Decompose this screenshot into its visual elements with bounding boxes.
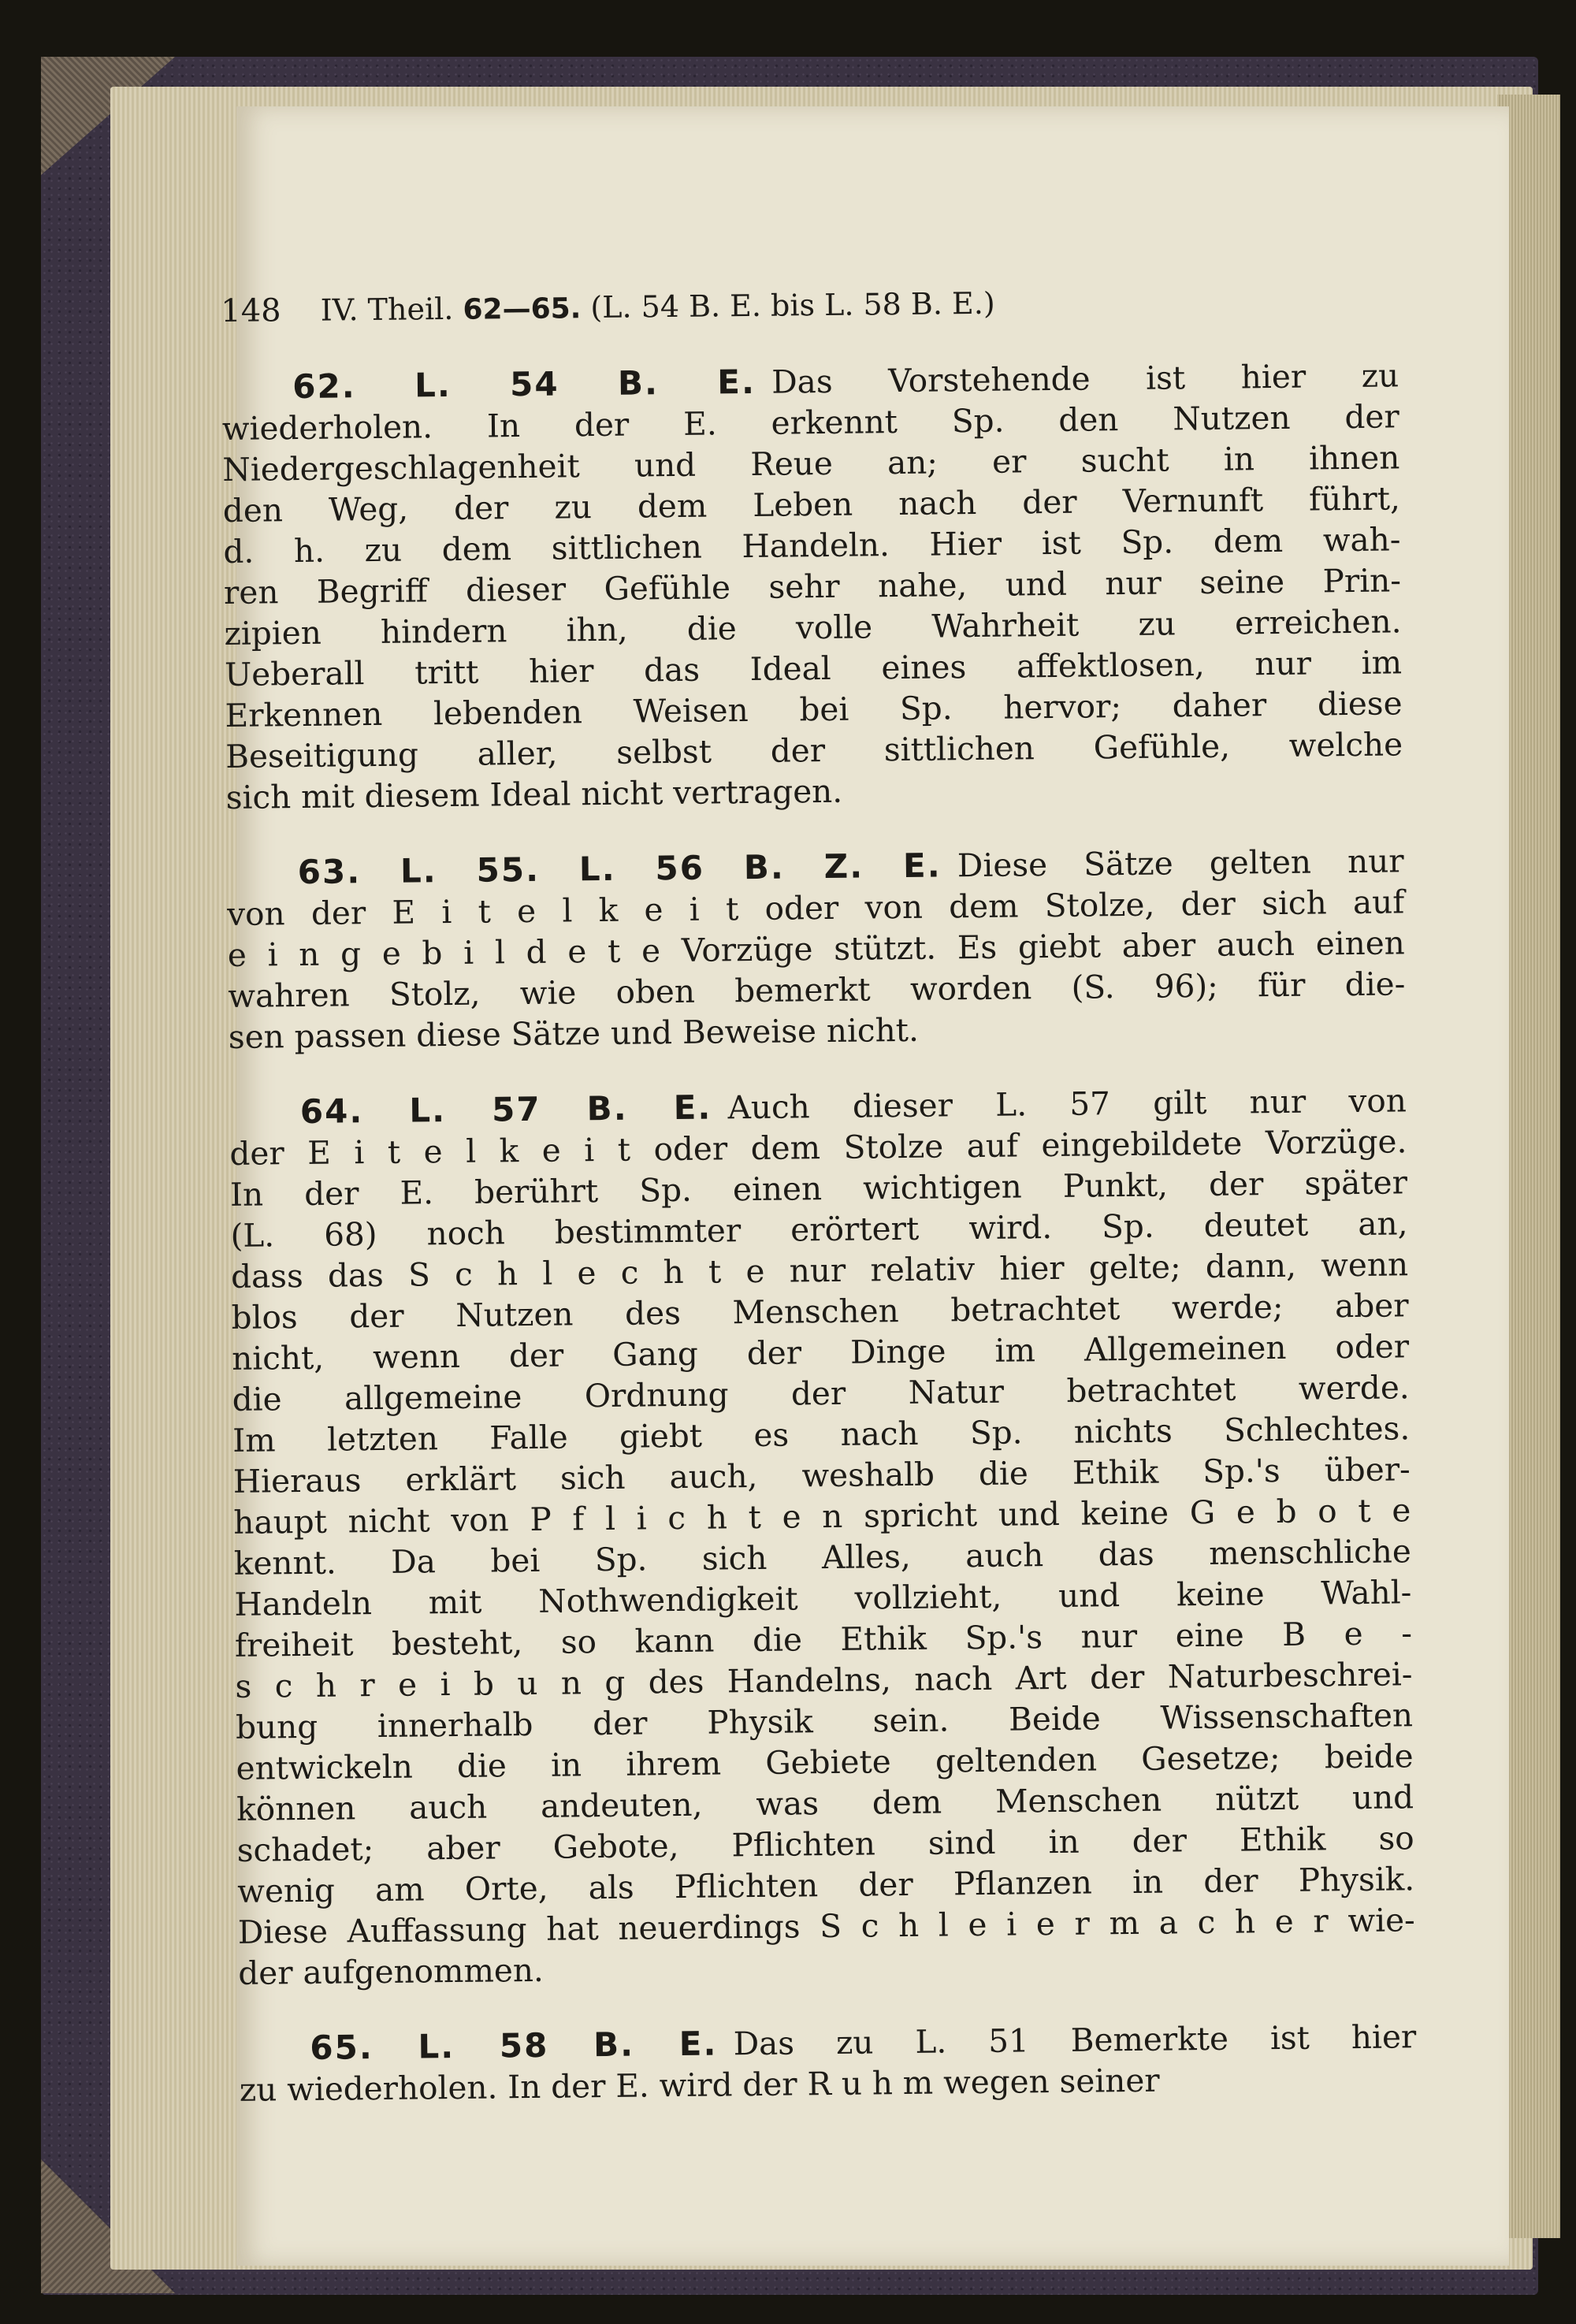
section-paragraph (239, 2016, 1417, 2110)
section-paragraph (221, 355, 1403, 818)
line-text: d. h. zu dem sittlichen Handeln. Hier ist Sp. dem wah- (223, 520, 1401, 571)
line-text: (L. 68) noch bestimmter erörtert wird. Sp. deutet an, (230, 1204, 1408, 1255)
line-text: zipien hindern ihn, die volle Wahrheit zu erreichen. (224, 602, 1402, 653)
sections (221, 355, 1417, 2110)
line-text: schadet; aber Gebote, Pflichten sind in der Ethik so (236, 1819, 1414, 1869)
line-text: Diese Auffassung hat neuerdings S c h l e i e r m a c h e r wie- (237, 1901, 1415, 1951)
page-content (221, 279, 1418, 2145)
line-text: haupt nicht von P f l i c h t e n spricht und keine G e b o t e (233, 1491, 1411, 1541)
line-text: bung innerhalb der Physik sein. Beide Wissenschaften (235, 1696, 1414, 1746)
line-text: zu wiederholen. In der E. wird der R u h m wegen seiner (239, 2061, 1160, 2109)
line-text: In der E. berührt Sp. einen wichtigen Punkt, der später (229, 1163, 1408, 1214)
line-text: blos der Nutzen des Menschen betrachtet werde; aber (231, 1286, 1409, 1337)
line-text: e i n g e b i l d e t e Vorzüge stützt. Es giebt aber auch einen (227, 924, 1405, 974)
line-text: Erkennen lebenden Weisen bei Sp. hervor; daher diese (225, 684, 1403, 734)
section-paragraph (229, 1080, 1416, 1994)
header-reference: (L. 54 B. E. bis L. 58 B. E.) (590, 285, 995, 325)
line-text: Beseitigung aller, selbst der sittlichen Gefühle, welche (225, 725, 1403, 775)
line-text: der E i t e l k e i t oder dem Stolze auf eingebildete Vorzüge. (229, 1122, 1407, 1173)
line-text: Ueberall tritt hier das Ideal eines affektlosen, nur im (224, 643, 1403, 693)
header-part: IV. Theil. (320, 291, 454, 328)
line-text: sen passen diese Sätze und Beweise nicht. (228, 1010, 920, 1056)
line-text: wenig am Orte, als Pflichten der Pflanzen in der Physik. (237, 1860, 1415, 1910)
section-label: 65. L. 58 B. E. (310, 2024, 718, 2067)
line-text: dass das S c h l e c h t e nur relativ hier gelte; dann, wenn (230, 1245, 1409, 1296)
line-text: Niedergeschlagenheit und Reue an; er sucht in ihnen (222, 438, 1400, 489)
line-text: den Weg, der zu dem Leben nach der Vernunft führt, (222, 479, 1401, 530)
line-text: Diese Sätze gelten nur (957, 842, 1404, 885)
header-range: 62—65. (463, 292, 582, 326)
line-text: Handeln mit Nothwendigkeit vollzieht, und keine Wahl- (234, 1573, 1412, 1623)
line-text: sich mit diesem Ideal nicht vertragen. (225, 772, 843, 816)
line-text: s c h r e i b u n g des Handelns, nach Art der Naturbeschrei- (235, 1655, 1413, 1705)
line-text: Hieraus erklärt sich auch, weshalb die Ethik Sp.'s über- (232, 1450, 1411, 1500)
line-text: der aufgenommen. (238, 1950, 545, 1992)
line-text: wiederholen. In der E. erkennt Sp. den Nutzen der (221, 397, 1399, 448)
line-text: nicht, wenn der Gang der Dinge im Allgemeinen oder (231, 1327, 1410, 1378)
line-text: Auch dieser L. 57 gilt nur von (727, 1081, 1407, 1127)
section-label: 64. L. 57 B. E. (299, 1088, 712, 1131)
line-text: Im letzten Falle giebt es nach Sp. nichts Schlechtes. (232, 1409, 1411, 1459)
section-label: 62. L. 54 B. E. (292, 362, 756, 407)
line-text: Das zu L. 51 Bemerkte ist hier (733, 2017, 1417, 2063)
line-text: entwickeln die in ihrem Gebiete geltenden Gesetze; beide (236, 1737, 1414, 1787)
line-text: kennt. Da bei Sp. sich Alles, auch das menschliche (233, 1532, 1412, 1582)
line-text: Das Vorstehende ist hier zu (771, 356, 1399, 401)
line-text: von der E i t e l k e i t oder von dem Stolze, der sich auf (227, 883, 1405, 933)
section-label: 63. L. 55. L. 56 B. Z. E. (297, 846, 942, 892)
section-paragraph (226, 840, 1406, 1058)
line-text: können auch andeuten, was dem Menschen nützt und (236, 1778, 1414, 1828)
page-number: 148 (221, 292, 281, 329)
line-text: die allgemeine Ordnung der Natur betrachtet werde. (232, 1368, 1410, 1419)
line-text: wahren Stolz, wie oben bemerkt worden (S. 96); für die- (228, 965, 1406, 1015)
line-text: freiheit besteht, so kann die Ethik Sp.'s nur eine B e - (234, 1614, 1413, 1664)
line-text: ren Begriff dieser Gefühle sehr nahe, und nur seine Prin- (223, 561, 1402, 612)
